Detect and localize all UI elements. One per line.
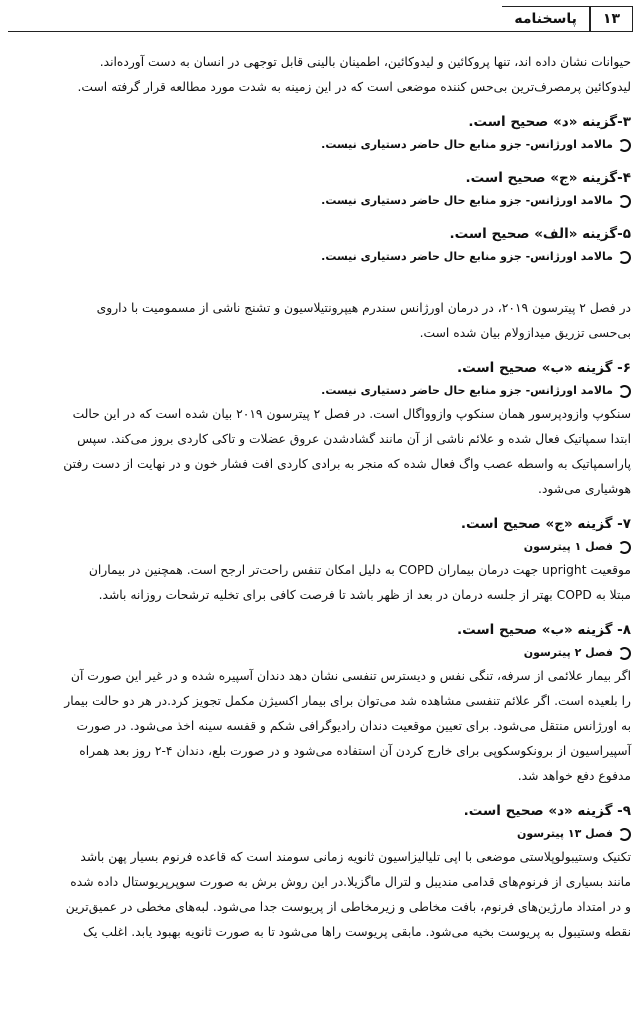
answer-5-source: [10, 246, 631, 268]
answer-9-line: مانند بسیاری از فرنوم‌های قدامی مندیبل و لترال ماگزیلا.در این روش برش به صورت سوپرپریوستال داده شده: [70, 875, 631, 889]
source-bullet-icon: [618, 195, 631, 208]
answer-7-line: مبتلا به COPD بهتر از جلسه درمان در بعد از ظهر باشد تا فرصت کافی برای تخلیه ترشحات روزانه باشد.: [98, 588, 631, 602]
intro-line-2: لیدوکائین پرمصرف‌ترین بی‌حس کننده موضعی است که در این زمینه به شدت مورد مطالعه قرار گرفته است.: [77, 80, 631, 94]
answer-8-line: به اورژانس منتقل می‌شود. برای تعیین موقعیت دندان رادیوگرافی شکم و قفسه سینه اخذ می‌شود. در صورت: [76, 719, 631, 733]
page-title: پاسخنامه: [502, 6, 590, 32]
answer-8-line: آسپیراسیون از برونکوسکوپی برای خارج کردن آن استفاده می‌شود و در صورت بلع، دندان ۴-۲ روز بعد همراه: [79, 744, 631, 758]
answer-4-title: ۴-گزینه «ج» صحیح است.: [465, 170, 631, 186]
answer-6-line: هوشیاری می‌شود.: [538, 482, 631, 496]
answer-3-source-text: مالامد اورژانس- جزو منابع حال حاضر دستیاری نیست.: [321, 138, 613, 151]
answer-9-title: ۹- گزینه «د» صحیح است.: [463, 803, 631, 819]
answer-6-line: سنکوپ وازودپرسور همان سنکوپ وازوواگال است. در فصل ۲ پیترسون ۲۰۱۹ بیان شده است که در این حالت: [72, 407, 631, 421]
source-bullet-icon: [618, 385, 631, 398]
answer-9-source-text: فصل ۱۳ پیترسون: [516, 827, 613, 840]
source-bullet-icon: [618, 139, 631, 152]
answer-6-title: ۶- گزینه «ب» صحیح است.: [456, 360, 631, 376]
header-rule: [8, 6, 502, 32]
answer-7-title: ۷- گزینه «ج» صحیح است.: [460, 516, 631, 532]
answer-5-title: ۵-گزینه «الف» صحیح است.: [449, 226, 631, 242]
answer-7-source-text: فصل ۱ پیترسون: [523, 540, 613, 553]
answer-6-line: پاراسمپاتیک به واسطه عصب واگ فعال شده که منجر به برادی کاردی افت فشار خون و در نهایت از دست رفتن: [63, 457, 631, 471]
answer-8-line: اگر بیمار علائمی از سرفه، تنگی نفس و دیسترس تنفسی نشان دهد دندان آسپیره شده و در غیر این صورت آن: [70, 669, 631, 683]
mid-paragraph-line-2: بی‌حسی تزریق میدازولام بیان شده است.: [419, 326, 631, 340]
answer-9-line: و در امتداد مارژین‌های فرنوم، بافت مخاطی و زیرمخاطی از پریوست جدا می‌شود. لبه‌های مخطی در عمیق‌ترین: [65, 900, 631, 914]
answer-9-line: نقطه وستیبول به پریوست بخیه می‌شود. مابقی پریوست راها می‌شود تا به صورت ثانویه بهبود یابد. اغلب یک: [83, 925, 631, 939]
mid-paragraph-line-1: در فصل ۲ پیترسون ۲۰۱۹، در درمان اورژانس سندرم هیپرونتیلاسیون و تشنج ناشی از مسمومیت با داروی: [96, 301, 631, 315]
page-content: [10, 50, 631, 945]
answer-9-source: [10, 823, 631, 845]
section-gap: [10, 268, 631, 296]
answer-6-line: ابتدا سمپاتیک فعال شده و علائم ناشی از آن مانند گشادشدن عروق عضلات و تاکی کاردی بروز می‌کند. سپس: [77, 432, 631, 446]
intro-line-1: حیوانات نشان داده اند، تنها پروکائین و لیدوکائین، اطمینان بالینی قابل توجهی در انسان به دست آورده‌اند.: [99, 55, 631, 69]
answer-7-source: [10, 536, 631, 558]
answer-4-source-text: مالامد اورژانس- جزو منابع حال حاضر دستیاری نیست.: [321, 194, 613, 207]
answer-5-source-text: مالامد اورژانس- جزو منابع حال حاضر دستیاری نیست.: [321, 250, 613, 263]
source-bullet-icon: [618, 251, 631, 264]
answer-8-line: مدفوع دفع خواهد شد.: [517, 769, 631, 783]
answer-3-title: ۳-گزینه «د» صحیح است.: [468, 114, 631, 130]
source-bullet-icon: [618, 647, 631, 660]
answer-8-source-text: فصل ۲ پیترسون: [523, 646, 613, 659]
source-bullet-icon: [618, 541, 631, 554]
answer-3-source: [10, 134, 631, 156]
page-header: [8, 6, 633, 32]
answer-9-line: تکنیک وستیبولوپلاستی موضعی با اپی تلیالیزاسیون ثانویه زمانی سومند است که قاعده فرنوم بسیار پهن باشد: [80, 850, 631, 864]
answer-4-source: [10, 190, 631, 212]
answer-7-line: موقعیت upright جهت درمان بیماران COPD به دلیل امکان تنفس راحت‌تر ارجح است. همچنین در بیماران: [88, 563, 631, 577]
answer-6-source-text: مالامد اورژانس- جزو منابع حال حاضر دستیاری نیست.: [321, 384, 613, 397]
answer-6-source: [10, 380, 631, 402]
answer-8-title: ۸- گزینه «ب» صحیح است.: [456, 622, 631, 638]
source-bullet-icon: [618, 828, 631, 841]
answer-8-source: [10, 642, 631, 664]
page-number: ۱۳: [590, 6, 633, 32]
answer-8-line: را بلعیده است. اگر علائم تنفسی مشاهده شد می‌توان برای بیمار اکسیژن مکمل تجویز کرد.در هر دو حالت بیمار: [64, 694, 631, 708]
